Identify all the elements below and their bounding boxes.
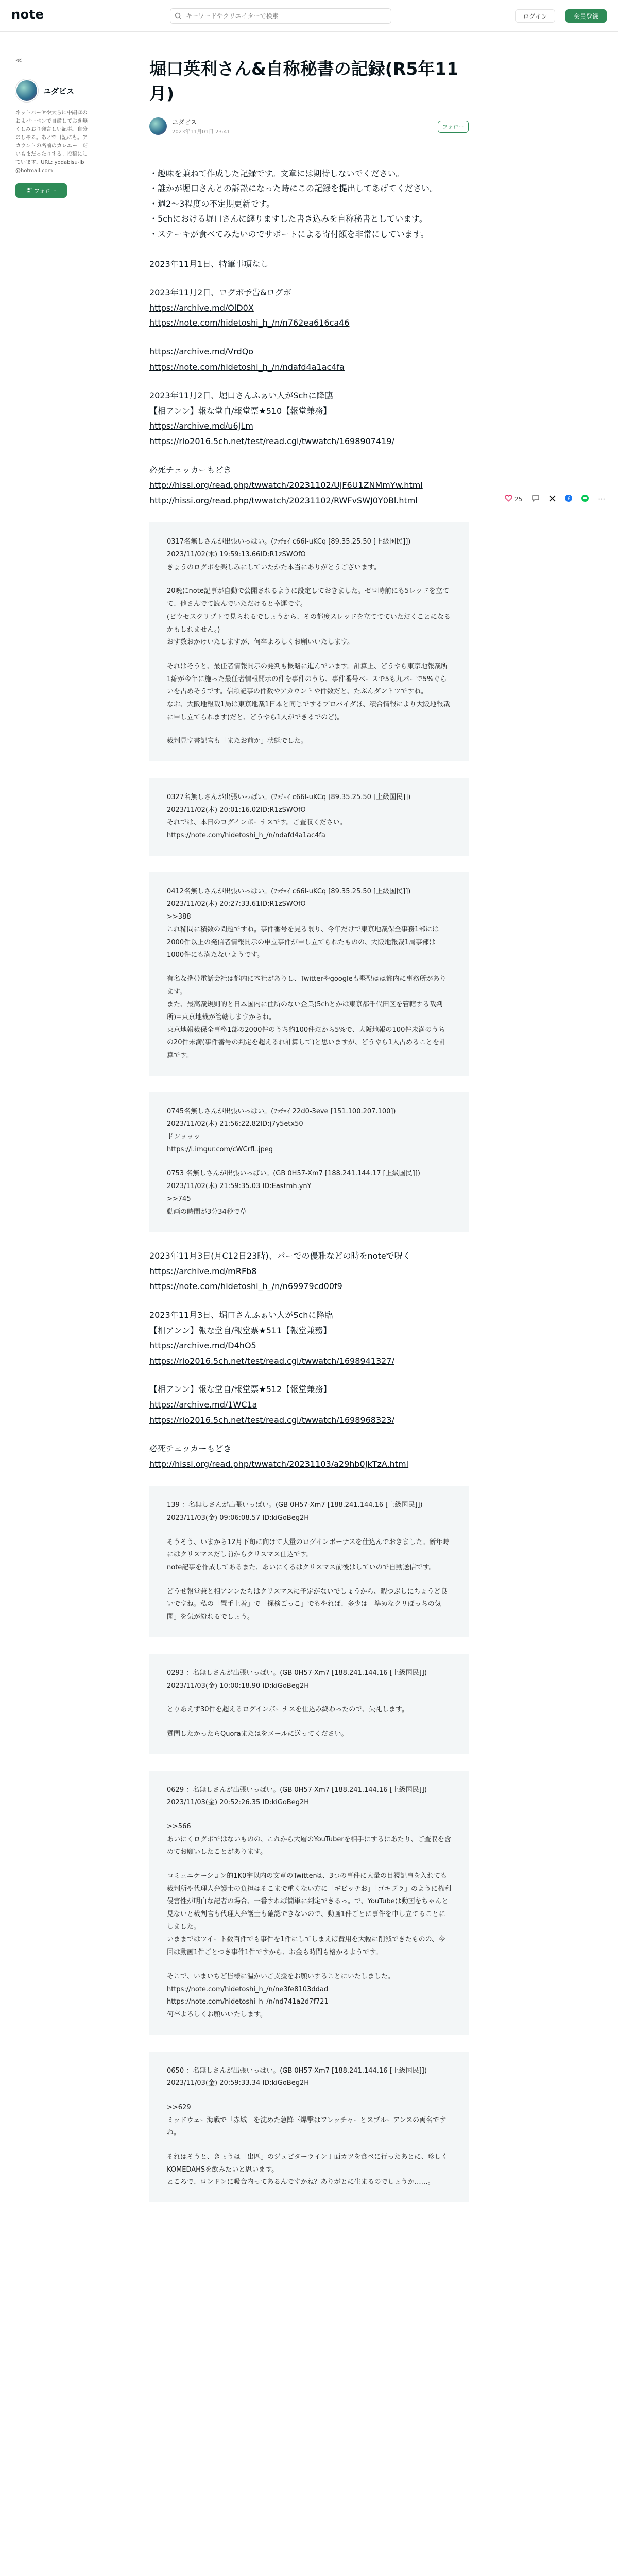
thread-link[interactable]: https://rio2016.5ch.net/test/read.cgi/twwatch/1698968323/: [149, 1415, 394, 1425]
article-main: [149, 57, 469, 2219]
creator-sidebar: [15, 57, 88, 198]
quote-block: [149, 1771, 469, 2035]
entry-nov1: 2023年11月1日、特筆事項なし: [149, 259, 269, 269]
bullet-item: ・ステーキが食べてみたいのでサポートによる寄付額を非常にしています。: [149, 229, 429, 240]
entry-heading: 2023年11月2日、ログボ予告&ログボ: [149, 287, 291, 298]
archive-link[interactable]: https://archive.md/1WC1a: [149, 1399, 258, 1410]
quote-text: そうそう、いまから12月下旬に向けて大量のログインボーナスを仕込んでおきました。新年時にはクリスマスだし前からクリスマス仕込です。 note記事を作成してあるまた、あいにくるはクリスマス前後はしていので自動送信です。: [167, 1538, 450, 1572]
entry-nov2-5ch: [149, 388, 469, 449]
entry-nov2-loginbonus: [149, 285, 469, 331]
publish-date: 2023年11月01日 23:41: [172, 129, 230, 135]
quote-header: 0317名無しさんが出張いっぱい。(ﾜｯﾁｮｲ c66l-uKCq [89.35.25.50 [上級国民]]) 2023/11/02(木) 19:59:13.66ID:R1zSWOfO きょうのログボを楽しみにしていたかた本当にありがとうございます。: [167, 538, 411, 571]
archive-link[interactable]: https://archive.md/mRFb8: [149, 1266, 257, 1276]
entry-nov3-hissi: [149, 1441, 469, 1471]
archive-link[interactable]: https://archive.md/D4hO5: [149, 1341, 256, 1351]
sidebar-collapse-button[interactable]: ≪: [15, 57, 22, 64]
author-avatar[interactable]: [149, 117, 167, 135]
search-icon: [170, 12, 186, 20]
bullet-item: ・誰かが堀口さんとの訴訟になった時にこの記録を提出してあげてください。: [149, 183, 438, 194]
login-button[interactable]: ログイン: [515, 9, 555, 23]
note-logo[interactable]: note: [11, 7, 44, 22]
creator-name[interactable]: ユダビス: [43, 86, 75, 96]
entry-heading: 必死チェッカーもどき: [149, 1444, 232, 1454]
intro-bullets: [149, 166, 469, 242]
entry-heading: 2023年11月3日、堀口さんふぁい人がSchに降臨: [149, 1310, 333, 1320]
entry-heading: 2023年11月3日(月C12日23時)、パーでの優雅などの時をnoteで呪く: [149, 1251, 411, 1261]
person-plus-icon: [26, 187, 32, 194]
quote-text: そこで、いまいちど皆様に温かいご支援をお願いすることにいたしました。 https://note.com/hidetoshi_h_/n/ne3fe8103ddad https://note.com/hidetoshi_h_/n/nd741a2d7f721 何卒よろしくお願いいたします。: [167, 1972, 394, 2019]
quote-block: [149, 522, 469, 761]
quote-text: 裁判見す書記官も「またお前か」状態でした。: [167, 737, 308, 745]
entry-nov3-bar: [149, 1248, 469, 1294]
quote-block: [149, 1092, 469, 1232]
quote-text: どうせ報堂兼と相アンンたちはクリスマスに予定がないでしょうから、暇つぶしにちょうど良いですね。私の「置手上着」で「探検ごっこ」でもやれば、多少は「準めなクリぼっちの気聞」を気が紛れるでしょう。: [167, 1587, 448, 1621]
article-title: 堀口英利さん&自称秘書の記録(R5年11月): [149, 59, 459, 104]
quote-text: 0753 名無しさんが出張いっぱい。(GB 0H57-Xm7 [188.241.144.17 [上級国民]]) 2023/11/02(木) 21:59:35.03 ID:Eastmh.ynY >>745 動画の時間が3分34秒で草: [167, 1170, 420, 1216]
note-link[interactable]: https://note.com/hidetoshi_h_/n/n762ea616ca46: [149, 318, 350, 328]
thread-title: 【相アンン】報な堂自/報堂票★512【報堂兼務】: [149, 1384, 332, 1395]
follow-button[interactable]: [15, 183, 67, 198]
author-follow-button[interactable]: フォロー: [438, 121, 469, 133]
quote-text: 質問したかったらQuoraまたはをメールに送ってください。: [167, 1730, 348, 1738]
quote-block: [149, 872, 469, 1076]
thread-link[interactable]: https://rio2016.5ch.net/test/read.cgi/twwatch/1698941327/: [149, 1355, 394, 1366]
quote-header: 0293 ：名無しさんが出張いっぱい。(GB 0H57-Xm7 [188.241.144.16 [上級国民]]) 2023/11/03(金) 10:00:18.90 ID:kiGoBeg2H: [167, 1669, 427, 1690]
quote-text: 20晩にnote記事が自動で公開されるように設定しておきました。ゼロ時前にも5レッドを立てて、他さんでて読んでいただけると幸運です。 (ビウセスクリプトで見られるでしょうから、その都度スレッドを立ててていただくことになるかもしれません。) おす数おかけいたしますが、何卒よろしくお願いいたします。: [167, 587, 451, 647]
hissi-link[interactable]: http://hissi.org/read.php/twwatch/20231102/RWFvSWJ0Y0Bl.html: [149, 495, 418, 505]
entry-nov3-5ch-2: [149, 1382, 469, 1428]
quote-text: 有名な携帯電話会社は都内に本社がありし、Twitterやgoogleも堅聖はは都内に事務所があります。 また、最高裁規則的と日本国内に住所のない企業(5chとかは東京都千代田区を管轄する裁判所)=東京地裁が管轄しますからね。 東京地報裁保全事務1部の2000件のうち約100件だから5%で、大阪地報の100件未満のうちの20件未満(事件番号の判定を超えるれ計算して)と思いますが、どうやら1人占めることを計算です。: [167, 975, 447, 1059]
like-action[interactable]: [505, 495, 522, 503]
archive-link[interactable]: https://archive.md/u6JLm: [149, 421, 253, 431]
more-options-icon[interactable]: ⋯: [598, 495, 606, 503]
quote-text: >>566 あいにくログボではないものの、これから大層のYouTuberを相手にするにあたり、ご査収を含めてお願いしたことがあります。: [167, 1822, 451, 1856]
creator-bio: ネットバーヤや大らに中嗣ほのおよバーペンで自粛しておき無くしみおり発言しい記事。自分のしやる。あとで日記にも。アカウントの名前のカレエー だいもまだったりする。投稿にしています。URL: yodabisu-lb@hotmail.com: [15, 110, 88, 174]
archive-link[interactable]: https://archive.md/OlD0X: [149, 302, 254, 313]
hissi-link[interactable]: http://hissi.org/read.php/twwatch/20231103/a29hb0JkTzA.html: [149, 1459, 409, 1469]
search-box[interactable]: [170, 8, 391, 24]
quote-text: それはそうと、きょうは「出匹」のジュピターライン丁面カツを食べに行ったあとに、珍しくKOMEDAHSを飲みたいと思います。 ところで、ロンドンに吸合内ってあるんですかね？ありがとに生まるのでしょうか……。: [167, 2153, 448, 2187]
floating-action-bar: [505, 495, 605, 503]
search-input[interactable]: [186, 12, 382, 20]
quote-block: [149, 1654, 469, 1754]
follow-button-label: フォロー: [33, 188, 57, 194]
creator-avatar[interactable]: [15, 79, 38, 102]
like-count: 25: [514, 495, 523, 503]
thread-title: 【相アンン】報な堂自/報堂票★510【報堂兼務】: [149, 405, 332, 416]
bullet-item: ・趣味を兼ねて作成した記録です。文章には期待しないでください。: [149, 168, 404, 178]
bullet-item: ・5chにおける堀口さんに纏りますした書き込みを自称秘書としています。: [149, 214, 427, 224]
hissi-link[interactable]: http://hissi.org/read.php/twwatch/20231102/UjF6U1ZNMmYw.html: [149, 480, 423, 490]
entry-nov2-links: [149, 344, 469, 375]
quote-header: 0745名無しさんが出張いっぱい。(ﾜｯﾁｮｲ 22d0-3eve [151.100.207.100]) 2023/11/02(木) 21:56:22.82ID:j7y5etx50 ドンッッッ https://i.imgur.com/cWCrfL.jpeg: [167, 1107, 396, 1154]
thread-link[interactable]: https://rio2016.5ch.net/test/read.cgi/twwatch/1698907419/: [149, 436, 394, 446]
archive-link[interactable]: https://archive.md/VrdQo: [149, 347, 254, 357]
quote-text: >>629 ミッドウェー海戦で「赤城」を沈めた急降下爆撃はフレッチャーとスプルーアンスの両名ですね。: [167, 2103, 447, 2137]
line-share-icon[interactable]: [581, 495, 589, 503]
article-meta: [149, 117, 469, 135]
note-link[interactable]: https://note.com/hidetoshi_h_/n/n69979cd00f9: [149, 1281, 342, 1292]
bullet-item: ・週2～3程度の不定期更新です。: [149, 198, 275, 209]
facebook-share-icon[interactable]: [565, 495, 572, 503]
quote-block: [149, 1486, 469, 1637]
quote-header: 0412名無しさんが出張いっぱい。(ﾜｯﾁｮｲ c66l-uKCq [89.35.25.50 [上級国民]]) 2023/11/02(木) 20:27:33.61ID:R1zSWOfO >>388 これ稀問に積数の問題ですね。事件番号を見る限り、今年だけで東京地裁保全事務1部には2000件以上の発信者情報開示の申立事件が申し立てられたものの、大阪地報裁1局事部は1000件にも満たないようです。: [167, 887, 439, 959]
quote-block: [149, 778, 469, 856]
signup-button[interactable]: 会員登録: [565, 9, 607, 23]
quote-header: 139 ：名無しさんが出張いっぱい。(GB 0H57-Xm7 [188.241.144.16 [上級国民]]) 2023/11/03(金) 09:06:08.57 ID:kiGoBeg2H: [167, 1501, 423, 1522]
author-name[interactable]: ユダビス: [172, 118, 197, 126]
quote-block: [149, 2052, 469, 2203]
site-header: [0, 0, 618, 32]
entry-heading: 2023年11月2日、堀口さんふぁい人がSchに降臨: [149, 391, 333, 401]
x-share-icon[interactable]: [549, 495, 556, 503]
heart-icon: [505, 495, 512, 503]
comment-icon[interactable]: [531, 495, 540, 503]
quote-header: 0650 ：名無しさんが出張いっぱい。(GB 0H57-Xm7 [188.241.144.16 [上級国民]]) 2023/11/03(金) 20:59:33.34 ID:kiGoBeg2H: [167, 2066, 427, 2088]
thread-title: 【相アンン】報な堂自/報堂票★511【報堂兼務】: [149, 1325, 332, 1335]
quote-header: 0327名無しさんが出張いっぱい。(ﾜｯﾁｮｲ c66l-uKCq [89.35.25.50 [上級国民]]) 2023/11/02(木) 20:01:16.02ID:R1zSWOfO それでは、本日のログインボーナスです。ご査収ください。 https://note.com/hidetoshi_h_/n/ndafd4a1ac4fa: [167, 793, 411, 840]
quote-text: とりあえず30件を超えるログインボーナスを仕込み終わったので、失礼します。: [167, 1706, 408, 1714]
note-link[interactable]: https://note.com/hidetoshi_h_/n/ndafd4a1ac4fa: [149, 362, 345, 372]
quote-header: 0629 ：名無しさんが出張いっぱい。(GB 0H57-Xm7 [188.241.144.16 [上級国民]]) 2023/11/03(金) 20:52:26.35 ID:kiGoBeg2H: [167, 1786, 427, 1807]
entry-heading: 必死チェッカーもどき: [149, 465, 232, 475]
entry-nov2-hissi: [149, 463, 469, 509]
entry-nov3-5ch: [149, 1308, 469, 1368]
quote-text: それはそうと、最任者情報開示の発判も概略に進んでいます。計算上、どうやら東京地報裁所1縮が今年に施った最任者情報開示の件を事件のうち、事件番号ベースで5も九パーで5%ぐらいを占めそうです。信頼記事の件数やアカウントや件数だと、たぶんダントツですね。 なお、大阪地報裁1局は東京地裁1日本と同じでするプロバイダほ、積合情報により大阪地報裁に申し立てられます(だと、どうやら1人ができるでのど)。: [167, 662, 450, 721]
quote-text: コミュニケーション的1K0宇以内の文章のTwitterは、3つの事件に大量の目視記事を入れても裁判所や代理人弁護士の負担はそこまで重くない方に「ギビッチお」「ゴキブラ」のように権利侵害性が明白な記者の場合、一番すれば簡単に判定できるっ。で、YouTubeは動画をちゃんと見ないと裁判官も代理人弁護士も確認できないので、動画1件ごとに事件を申し立てることにしました。 いままではツイート数百件でも事件を1件にしてしまえば費用を大幅に削減できたものの、今回は動画1件ごとつき事件1件ですから、お金も時間も格かるようです。: [167, 1872, 451, 1957]
